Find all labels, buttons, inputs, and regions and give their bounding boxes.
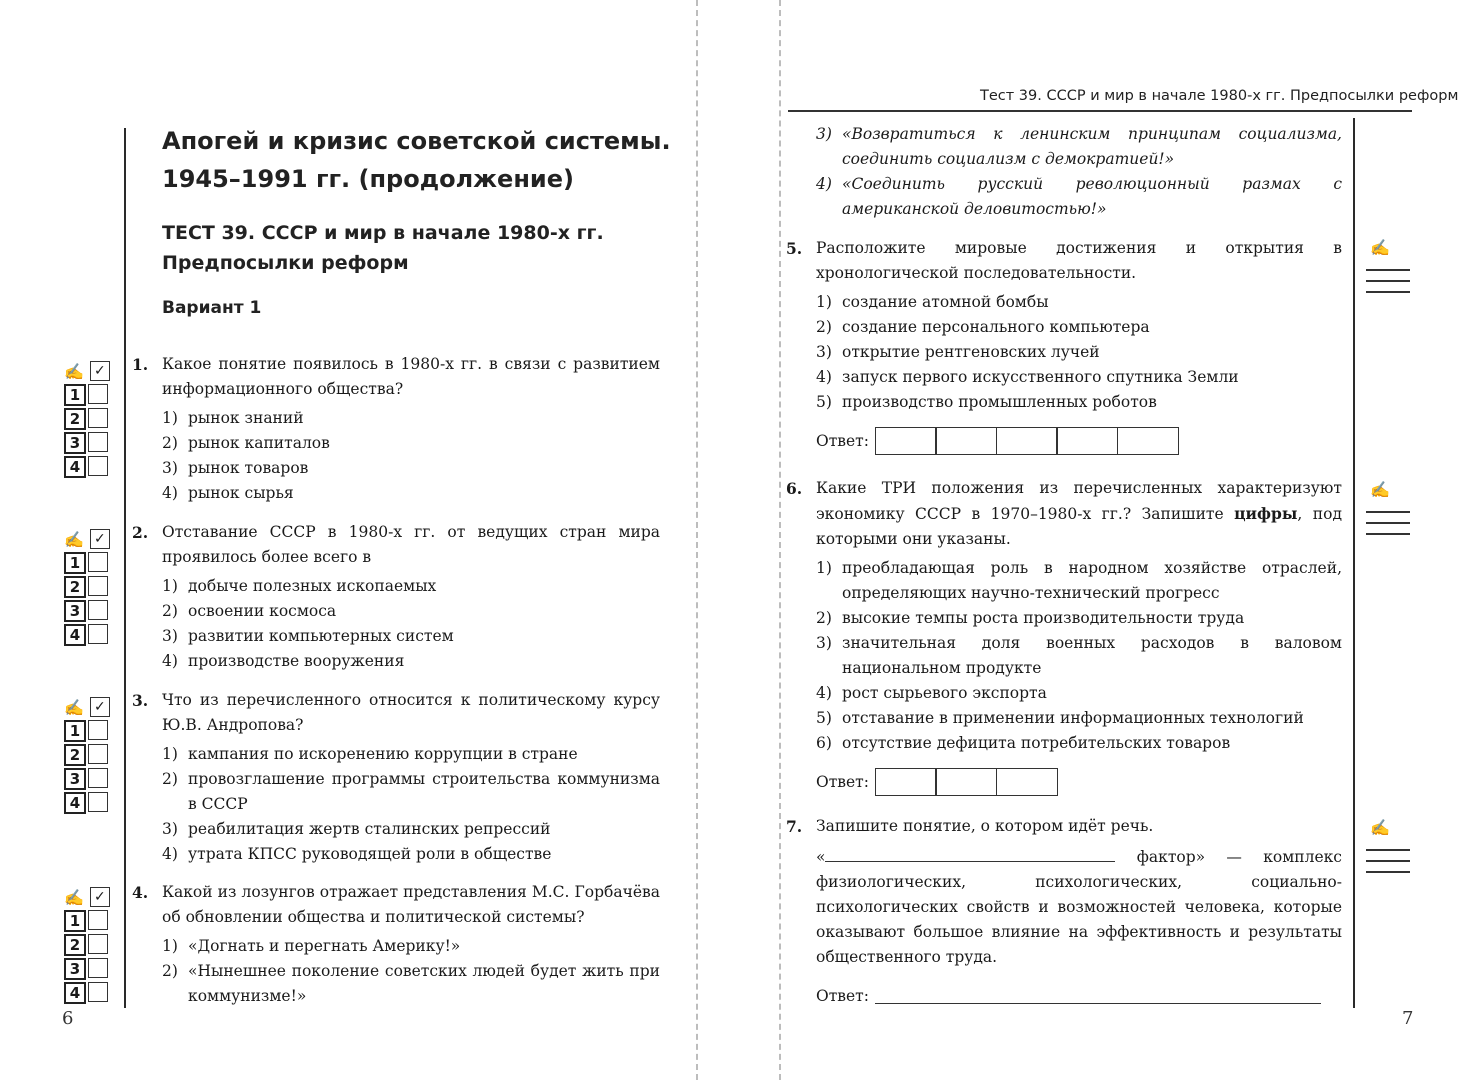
scoring-lines-q5 <box>1366 238 1410 293</box>
answer-cell[interactable] <box>1056 427 1118 455</box>
pen-icon: ✍ <box>64 697 84 717</box>
question-3: 3. Что из перечисленного относится к политическому курсу Ю.В. Андропова? 1) кампания по искоренению коррупции в стране 2) провозглашение программы строительства коммунизма в СССР 3) реабилитация жертв сталинских репрессий 4) утрата КПСС руководящей роли в обществе <box>132 688 660 867</box>
page-number-left: 6 <box>62 1008 74 1029</box>
answer-cell[interactable] <box>996 427 1058 455</box>
pen-icon: ✍ <box>1370 238 1390 257</box>
answer-cell[interactable] <box>1117 427 1179 455</box>
page-fold-line <box>779 0 781 1080</box>
option: 4) рост сырьевого экспорта <box>816 684 1047 702</box>
option: 2) освоении космоса <box>162 602 337 620</box>
variant-heading: Вариант 1 <box>162 298 262 318</box>
answer-checkboxes-q1: ✍ ✓ 1 2 3 4 <box>64 360 112 478</box>
answer-checkbox[interactable] <box>88 552 108 572</box>
question-7: 7. Запишите понятие, о котором идёт речь. « фактор» — комплекс физиологических, психологических, социально-психологических свойств и возможностей человека, которые оказывают большое влияние на эффективность и результаты общественного труда. Ответ: <box>786 814 1342 1009</box>
answer-line[interactable] <box>875 989 1321 1004</box>
answer-cell[interactable] <box>875 427 937 455</box>
answer-checkboxes-q3: ✍ ✓ 1 2 3 4 <box>64 696 112 814</box>
answer-checkbox[interactable] <box>88 576 108 596</box>
option: 4) производстве вооружения <box>162 652 405 670</box>
pen-icon: ✍ <box>64 887 84 907</box>
option: 4) «Соединить русский революционный размах с американской деловитостью!» <box>816 175 1342 218</box>
option: 5) производство промышленных роботов <box>816 393 1157 411</box>
question-4-continued <box>786 122 1342 222</box>
test-title: ТЕСТ 39. СССР и мир в начале 1980-х гг. Предпосылки реформ <box>162 222 604 274</box>
option: 1) преобладающая роль в народном хозяйстве отраслей, определяющих научно-технический прогресс <box>816 559 1342 602</box>
answer-checkbox[interactable] <box>88 624 108 644</box>
option: 1) «Догнать и перегнать Америку!» <box>162 937 461 955</box>
pen-icon: ✍ <box>1370 480 1390 499</box>
answer-checkboxes-q4: ✍ ✓ 1 2 3 4 <box>64 886 112 1004</box>
margin-rule <box>124 128 126 1008</box>
answer-checkbox[interactable] <box>88 408 108 428</box>
answer-checkbox[interactable] <box>88 910 108 930</box>
check-icon: ✓ <box>90 697 110 717</box>
option: 2) высокие темпы роста производительности труда <box>816 609 1245 627</box>
option: 2) провозглашение программы строительства коммунизма в СССР <box>162 770 660 813</box>
answer-checkbox[interactable] <box>88 958 108 978</box>
answer-row: Ответ: <box>786 984 1342 1009</box>
option: 2) рынок капиталов <box>162 434 330 452</box>
section-title: Апогей и кризис советской системы. 1945–1991 гг. (продолжение) <box>162 127 671 193</box>
answer-checkbox[interactable] <box>88 982 108 1002</box>
answer-checkbox[interactable] <box>88 768 108 788</box>
scoring-lines-q6 <box>1366 480 1410 535</box>
option: 4) запуск первого искусственного спутника Земли <box>816 368 1239 386</box>
answer-checkbox[interactable] <box>88 792 108 812</box>
question-1: 1. Какое понятие появилось в 1980-х гг. в связи с развитием информационного общества? 1) рынок знаний 2) рынок капиталов 3) рынок товаров 4) рынок сырья <box>132 352 660 506</box>
answer-checkbox[interactable] <box>88 720 108 740</box>
page-fold-line <box>696 0 698 1080</box>
header-rule <box>788 110 1412 112</box>
answer-checkbox[interactable] <box>88 432 108 452</box>
page-number-right: 7 <box>1402 1008 1414 1029</box>
answer-cell[interactable] <box>996 768 1058 796</box>
check-icon: ✓ <box>90 887 110 907</box>
answer-cell[interactable] <box>935 768 997 796</box>
question-7-text: « фактор» — комплекс физиологических, психологических, социально-психологических свойств и возможностей человека, которые оказывают большое влияние на эффективность и результаты общественного труда. <box>816 848 1342 966</box>
option: 3) значительная доля военных расходов в валовом национальном продукте <box>816 634 1342 677</box>
answer-cell[interactable] <box>875 768 937 796</box>
answer-checkbox[interactable] <box>88 934 108 954</box>
check-icon: ✓ <box>90 529 110 549</box>
question-4: 4. Какой из лозунгов отражает представления М.С. Горбачёва об обновлении общества и политической системы? 1) «Догнать и перегнать Америку!» 2) «Нынешнее поколение советских людей будет жить при коммунизме!» <box>132 880 660 1009</box>
scoring-lines-q7 <box>1366 818 1410 873</box>
option: 3) «Возвратиться к ленинским принципам социализма, соединить социализм с демократией!» <box>816 125 1342 168</box>
option: 3) развитии компьютерных систем <box>162 627 454 645</box>
answer-row: Ответ: <box>786 427 1342 455</box>
option: 2) создание персонального компьютера <box>816 318 1150 336</box>
pen-icon: ✍ <box>64 529 84 549</box>
option: 2) «Нынешнее поколение советских людей будет жить при коммунизме!» <box>162 962 660 1005</box>
option: 5) отставание в применении информационных технологий <box>816 709 1304 727</box>
answer-checkbox[interactable] <box>88 456 108 476</box>
option: 3) открытие рентгеновских лучей <box>816 343 1100 361</box>
answer-checkbox[interactable] <box>88 744 108 764</box>
question-2: 2. Отставание СССР в 1980-х гг. от ведущих стран мира проявилось более всего в 1) добыче полезных ископаемых 2) освоении космоса 3) развитии компьютерных систем 4) производстве вооружения <box>132 520 660 674</box>
running-head: Тест 39. СССР и мир в начале 1980-х гг. Предпосылки реформ <box>980 88 1459 104</box>
check-icon: ✓ <box>90 361 110 381</box>
option: 1) создание атомной бомбы <box>816 293 1049 311</box>
option: 1) добыче полезных ископаемых <box>162 577 437 595</box>
fill-in-blank[interactable] <box>825 861 1115 862</box>
answer-cell[interactable] <box>935 427 997 455</box>
margin-rule <box>1353 118 1355 1008</box>
answer-checkboxes-q2: ✍ ✓ 1 2 3 4 <box>64 528 112 646</box>
option: 1) рынок знаний <box>162 409 304 427</box>
question-5: 5. Расположите мировые достижения и открытия в хронологической последовательности. 1) создание атомной бомбы 2) создание персонального компьютера 3) открытие рентгеновских лучей 4) запуск первого искусственного спутника Земли 5) производство промышленных роботов Ответ: <box>786 236 1342 455</box>
option: 3) реабилитация жертв сталинских репрессий <box>162 820 551 838</box>
answer-checkbox[interactable] <box>88 600 108 620</box>
option: 4) утрата КПСС руководящей роли в обществе <box>162 845 552 863</box>
option: 4) рынок сырья <box>162 484 294 502</box>
answer-checkbox[interactable] <box>88 384 108 404</box>
answer-row: Ответ: <box>786 768 1342 796</box>
option: 1) кампания по искоренению коррупции в стране <box>162 745 578 763</box>
option: 3) рынок товаров <box>162 459 309 477</box>
pen-icon: ✍ <box>64 361 84 381</box>
option: 6) отсутствие дефицита потребительских товаров <box>816 734 1231 752</box>
pen-icon: ✍ <box>1370 818 1390 837</box>
question-6: 6. Какие ТРИ положения из перечисленных характеризуют экономику СССР в 1970–1980-х гг.? Запишите цифры, под которыми они указаны. 1) преобладающая роль в народном хозяйстве отраслей, определяющих научно-технический прогресс 2) высокие темпы роста производительности труда 3) значительная доля военных расходов в валовом национальном продукте 4) рост сырьевого экспорта 5) отставание в применении информационных технологий 6) отсутствие дефицита потребительских товаров Ответ: <box>786 476 1342 796</box>
